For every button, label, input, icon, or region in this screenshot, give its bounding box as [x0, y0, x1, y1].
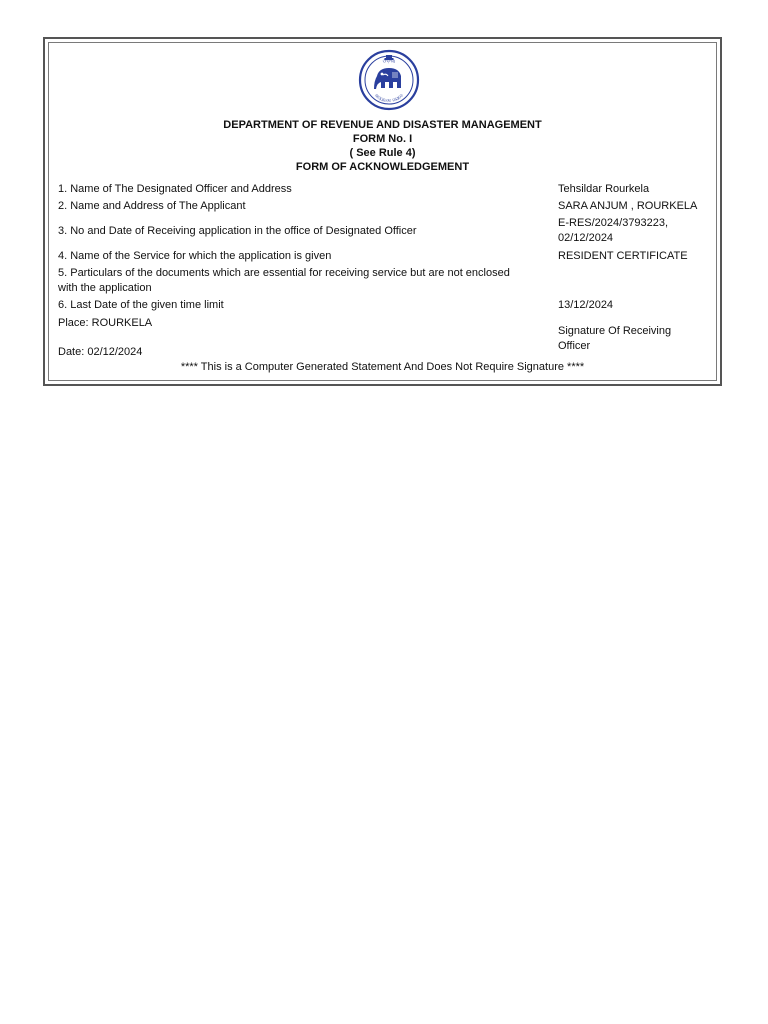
field-5-label-line1: 5. Particulars of the documents which are essential for receiving service but are not enclosed [58, 267, 510, 279]
document-border [43, 37, 722, 386]
field-4-label: 4. Name of the Service for which the application is given [58, 250, 332, 262]
field-5-label-line2: with the application [58, 282, 152, 294]
field-1-value: Tehsildar Rourkela [558, 183, 650, 195]
computer-generated-note: **** This is a Computer Generated Statement And Does Not Require Signature **** [180, 361, 585, 373]
svg-text:ସତ୍ୟମେବ ଜୟତେ: ସତ୍ୟମେବ ଜୟତେ [373, 93, 405, 105]
field-3-value-line1: E-RES/2024/3793223, [558, 217, 669, 229]
field-2-value: SARA ANJUM , ROURKELA [558, 200, 698, 212]
department-heading: DEPARTMENT OF REVENUE AND DISASTER MANAGEMENT [223, 119, 542, 131]
place-text: Place: ROURKELA [58, 317, 153, 329]
field-4-value: RESIDENT CERTIFICATE [558, 250, 688, 262]
signature-label-line2: Officer [558, 340, 591, 352]
field-2-label: 2. Name and Address of The Applicant [58, 200, 246, 212]
document-body [48, 42, 717, 381]
date-text: Date: 02/12/2024 [58, 346, 143, 358]
rule-reference: ( See Rule 4) [349, 147, 416, 159]
field-1-label: 1. Name of The Designated Officer and Address [58, 183, 292, 195]
field-6-value: 13/12/2024 [558, 299, 614, 311]
field-3-value-line2: 02/12/2024 [558, 232, 614, 244]
signature-label-line1: Signature Of Receiving [558, 325, 672, 337]
form-number: FORM No. I [352, 133, 413, 145]
field-6-label: 6. Last Date of the given time limit [58, 299, 224, 311]
form-title: FORM OF ACKNOWLEDGEMENT [295, 161, 470, 173]
field-3-label: 3. No and Date of Receiving application in the office of Designated Officer [58, 225, 417, 237]
odisha-state-emblem-icon [358, 49, 420, 111]
svg-text:ଓଡ଼ିଶା: ଓଡ଼ିଶା [382, 57, 396, 65]
